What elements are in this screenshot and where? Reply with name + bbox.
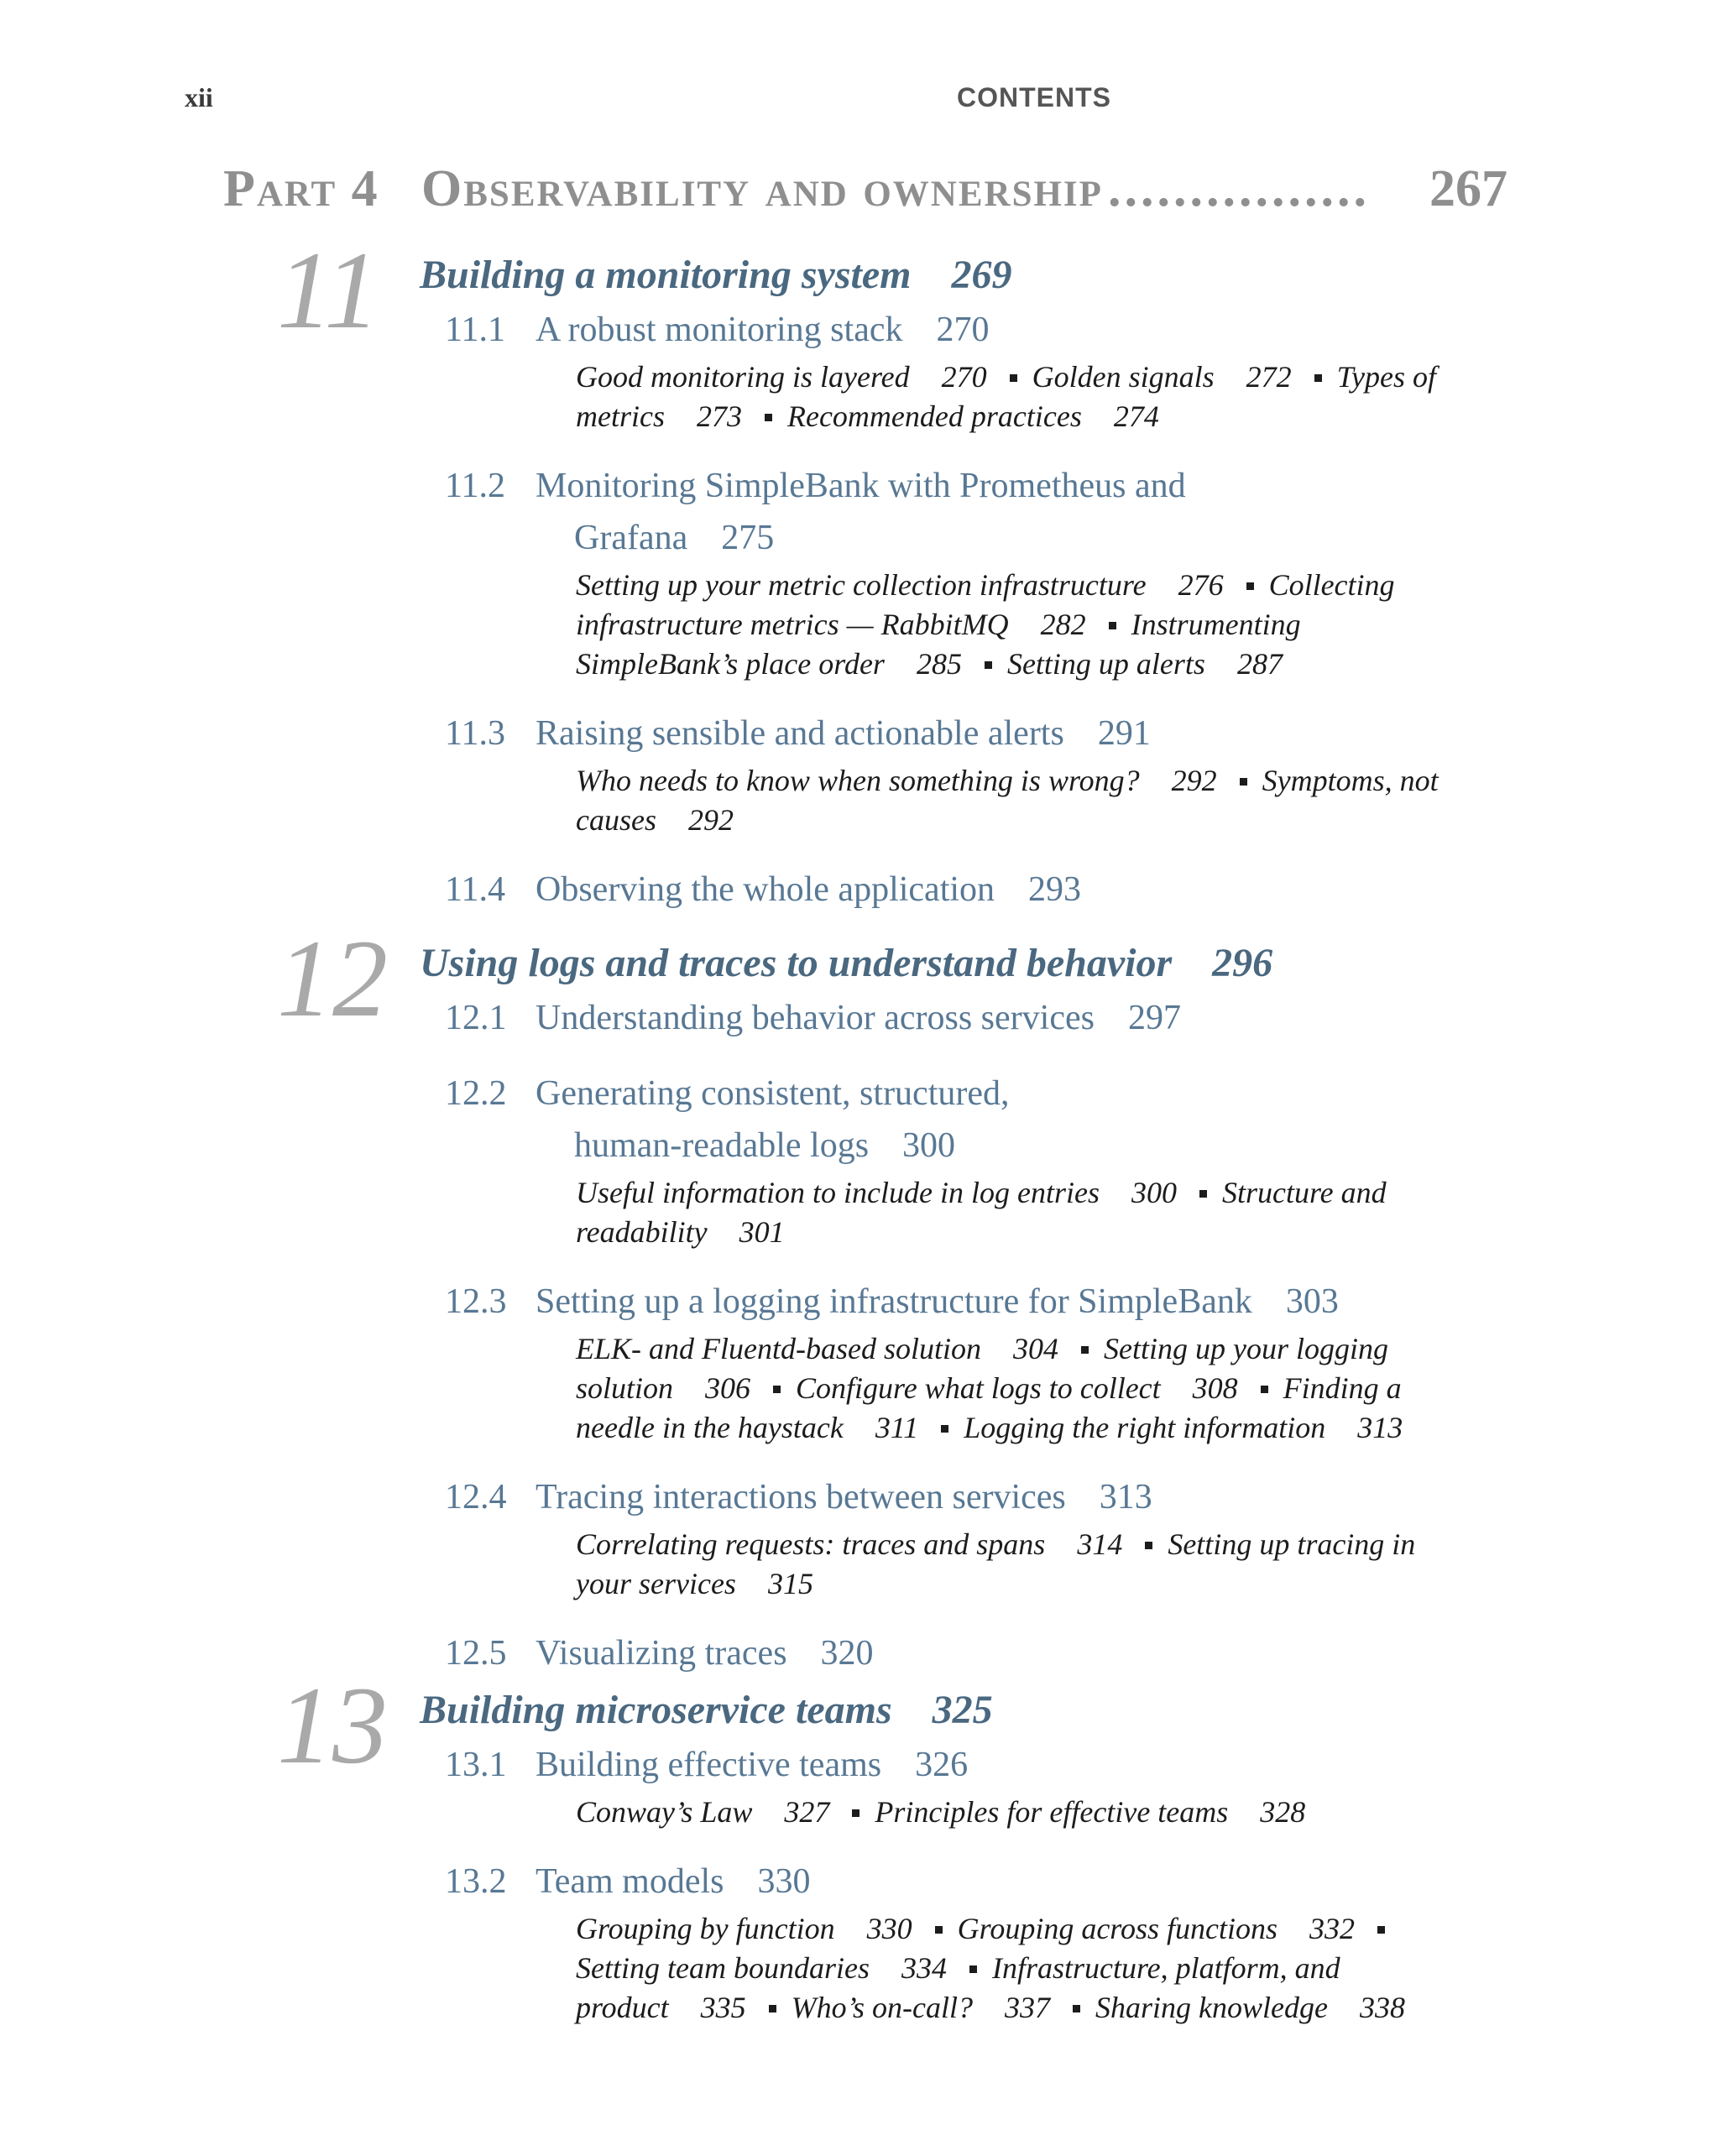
subsection-title: Types of metrics — [576, 360, 1436, 433]
subsection-page-number: 337 — [1004, 1991, 1050, 2024]
subsection-list — [445, 358, 1466, 436]
subsection-title: Setting up your metric collection infrastructure — [576, 568, 1147, 602]
section-number: 11.4 — [445, 870, 505, 909]
section-page-number: 330 — [757, 1862, 811, 1901]
subsection-item[interactable] — [576, 568, 1224, 602]
bullet-separator-icon — [1073, 2005, 1080, 2012]
subsection-title: Setting up tracing in your services — [576, 1527, 1416, 1600]
subsection-page-number: 335 — [700, 1991, 746, 2024]
part-heading — [223, 159, 1507, 219]
section-heading-link[interactable] — [445, 707, 1536, 760]
section-list — [445, 304, 1536, 939]
section-number: 11.2 — [445, 467, 505, 505]
subsection-page-number: 292 — [687, 803, 734, 837]
section-title: Tracing interactions between services — [536, 1478, 1066, 1517]
subsection-page-number: 270 — [941, 360, 987, 394]
subsection-page-number: 272 — [1246, 360, 1292, 394]
section-page-number: 326 — [915, 1746, 969, 1784]
section-page-number: 303 — [1285, 1282, 1339, 1321]
subsection-list — [445, 761, 1466, 840]
running-head: CONTENTS — [957, 82, 1111, 112]
subsection-item[interactable] — [576, 1951, 947, 1985]
bullet-separator-icon — [1246, 582, 1254, 590]
subsection-title: ELK- and Fluentd-based solution — [576, 1332, 981, 1365]
section-page-number: 270 — [936, 311, 990, 349]
subsection-title: Infrastructure, platform, and product — [576, 1951, 1340, 2024]
bullet-separator-icon — [1377, 1926, 1385, 1934]
subsection-item[interactable] — [792, 1991, 1050, 2024]
subsection-page-number: 292 — [1171, 764, 1217, 797]
subsection-title: Grouping by function — [576, 1912, 835, 1945]
section-number: 12.4 — [445, 1478, 507, 1517]
section-heading-link[interactable] — [445, 1856, 1536, 1908]
bullet-separator-icon — [1314, 374, 1322, 382]
subsection-title: Who’s on-call? — [791, 1991, 973, 2024]
subsection-item[interactable] — [1007, 647, 1283, 681]
section-title: Monitoring SimpleBank with Prometheus and — [536, 467, 1186, 505]
subsection-item[interactable] — [1095, 1991, 1405, 2024]
section-page-number: 313 — [1099, 1478, 1152, 1517]
subsection-title: Configure what logs to collect — [796, 1371, 1161, 1405]
section-heading-continued[interactable] — [445, 1120, 1536, 1172]
section-number: 11.3 — [445, 714, 505, 753]
section-page-number: 291 — [1097, 714, 1151, 753]
section-entry — [445, 304, 1536, 436]
subsection-title: Logging the right information — [964, 1411, 1326, 1444]
subsection-title: Recommended practices — [786, 399, 1082, 433]
subsection-item[interactable] — [958, 1912, 1355, 1945]
chapter-page-number: 296 — [1212, 941, 1273, 985]
subsection-list — [445, 1173, 1466, 1252]
section-title: Understanding behavior across services — [536, 999, 1095, 1037]
subsection-title: Setting up alerts — [1006, 647, 1205, 681]
section-entry — [445, 1739, 1536, 1832]
subsection-item[interactable] — [875, 1795, 1305, 1829]
section-entry — [445, 1856, 1536, 2028]
subsection-page-number: 332 — [1309, 1912, 1355, 1945]
section-heading-link[interactable] — [445, 992, 1536, 1044]
section-heading-link[interactable] — [445, 864, 1536, 916]
section-title: Team models — [536, 1862, 724, 1901]
bullet-separator-icon — [941, 1425, 948, 1433]
subsection-page-number: 314 — [1077, 1527, 1123, 1561]
subsection-page-number: 334 — [901, 1951, 947, 1985]
chapter-title: Building a monitoring system — [420, 253, 912, 297]
subsection-page-number: 282 — [1040, 608, 1086, 641]
page-folio: xii — [185, 82, 213, 112]
section-list — [445, 992, 1536, 1703]
part-title: Observability and ownership — [421, 160, 1103, 217]
bullet-separator-icon — [765, 414, 772, 421]
section-entry — [445, 1068, 1536, 1252]
section-heading-link[interactable] — [445, 460, 1536, 512]
subsection-page-number: 285 — [916, 647, 962, 681]
subsection-list — [445, 566, 1466, 684]
chapter-title-link[interactable] — [420, 940, 1272, 986]
subsection-page-number: 301 — [739, 1215, 785, 1249]
section-number: 12.2 — [445, 1074, 507, 1113]
section-entry — [445, 1471, 1536, 1604]
subsection-item[interactable] — [576, 1795, 829, 1829]
part-label: Part 4 — [223, 160, 379, 217]
subsection-page-number: 300 — [1131, 1176, 1177, 1209]
part-page-number: 267 — [1429, 160, 1507, 217]
section-number: 13.2 — [445, 1862, 507, 1901]
bullet-separator-icon — [1081, 1346, 1089, 1354]
chapter-title: Using logs and traces to understand behavior — [420, 941, 1173, 985]
subsection-title: Useful information to include in log entries — [576, 1176, 1100, 1209]
section-number: 13.1 — [445, 1746, 507, 1784]
chapter-page-number: 269 — [951, 253, 1012, 297]
section-heading-link[interactable] — [445, 1739, 1536, 1791]
section-heading-link[interactable] — [445, 1068, 1536, 1120]
section-heading-link[interactable] — [445, 1471, 1536, 1523]
subsection-title: Instrumenting SimpleBank’s place order — [576, 608, 1301, 681]
subsection-page-number: 308 — [1192, 1371, 1238, 1405]
subsection-title: Who needs to know when something is wrong? — [576, 764, 1140, 797]
subsection-title: Structure and readability — [576, 1176, 1387, 1249]
section-title: Raising sensible and actionable alerts — [536, 714, 1064, 753]
subsection-title: Finding a needle in the haystack — [576, 1371, 1402, 1444]
chapter-title-link[interactable] — [420, 252, 1011, 298]
subsection-list — [445, 1525, 1466, 1604]
section-title: Generating consistent, structured, — [536, 1074, 1010, 1113]
section-entry — [445, 1627, 1536, 1679]
subsection-title: Collecting infrastructure metrics — RabbitMQ — [576, 568, 1395, 641]
page-header — [185, 82, 1695, 119]
subsection-page-number: 328 — [1260, 1795, 1306, 1829]
subsection-item[interactable] — [964, 1411, 1403, 1444]
bullet-separator-icon — [1109, 622, 1116, 629]
subsection-page-number: 330 — [866, 1912, 912, 1945]
subsection-item[interactable] — [796, 1371, 1238, 1405]
subsection-title: Grouping across functions — [957, 1912, 1277, 1945]
subsection-item[interactable] — [787, 399, 1159, 433]
section-heading-link[interactable] — [445, 1276, 1536, 1328]
subsection-page-number: 287 — [1236, 647, 1283, 681]
chapter-title-link[interactable] — [420, 1687, 993, 1733]
subsection-list — [445, 1329, 1466, 1448]
chapter-number: 11 — [277, 228, 380, 352]
subsection-item[interactable] — [576, 1912, 912, 1945]
bullet-separator-icon — [769, 2005, 776, 2012]
bullet-separator-icon — [935, 1926, 943, 1934]
subsection-item[interactable] — [576, 1332, 1058, 1365]
subsection-title: Setting team boundaries — [576, 1951, 870, 1985]
section-number: 11.1 — [445, 311, 505, 349]
subsection-title: Principles for effective teams — [875, 1795, 1229, 1829]
section-title-continued: human-readable logs — [574, 1126, 870, 1165]
subsection-page-number: 311 — [875, 1411, 919, 1444]
section-entry — [445, 864, 1536, 916]
subsection-title: Conway’s Law — [576, 1795, 753, 1829]
section-heading-link[interactable] — [445, 1627, 1536, 1679]
section-title: Setting up a logging infrastructure for SimpleBank — [536, 1282, 1252, 1321]
section-number: 12.1 — [445, 999, 507, 1037]
subsection-title: Correlating requests: traces and spans — [576, 1527, 1046, 1561]
subsection-page-number: 313 — [1357, 1411, 1403, 1444]
subsection-item[interactable] — [576, 1527, 1122, 1561]
bullet-separator-icon — [852, 1809, 860, 1817]
chapter-number: 13 — [277, 1663, 388, 1787]
section-number: 12.3 — [445, 1282, 507, 1321]
bullet-separator-icon — [773, 1386, 781, 1393]
subsection-title: Golden signals — [1032, 360, 1215, 394]
section-title: Building effective teams — [536, 1746, 882, 1784]
section-entry — [445, 707, 1536, 840]
bullet-separator-icon — [985, 661, 992, 669]
bullet-separator-icon — [1145, 1542, 1152, 1549]
bullet-separator-icon — [1240, 778, 1247, 786]
section-entry — [445, 460, 1536, 684]
subsection-title: Setting up your logging solution — [576, 1332, 1388, 1405]
bullet-separator-icon — [1199, 1190, 1207, 1198]
subsection-list — [445, 1793, 1466, 1832]
bullet-separator-icon — [1010, 374, 1017, 382]
section-page-number: 300 — [902, 1126, 956, 1165]
subsection-list — [445, 1909, 1466, 2028]
subsection-page-number: 276 — [1178, 568, 1224, 602]
section-page-number: 320 — [820, 1634, 874, 1673]
bullet-separator-icon — [969, 1965, 977, 1973]
subsection-title: Sharing knowledge — [1095, 1991, 1328, 2024]
section-page-number: 297 — [1127, 999, 1181, 1037]
section-title: Observing the whole application — [536, 870, 995, 909]
section-entry — [445, 1276, 1536, 1448]
section-page-number: 293 — [1028, 870, 1082, 909]
section-entry — [445, 992, 1536, 1044]
subsection-item[interactable] — [1032, 360, 1292, 394]
section-title: Visualizing traces — [536, 1634, 787, 1673]
section-title: A robust monitoring stack — [536, 311, 903, 349]
subsection-page-number: 338 — [1359, 1991, 1405, 2024]
subsection-page-number: 273 — [696, 399, 742, 433]
chapter-page-number: 325 — [932, 1688, 993, 1732]
subsection-page-number: 306 — [705, 1371, 751, 1405]
subsection-title: Good monitoring is layered — [576, 360, 910, 394]
part-leader-dots: ................ — [1107, 160, 1370, 217]
subsection-title: Symptoms, not causes — [576, 764, 1439, 837]
subsection-item[interactable] — [576, 1176, 1177, 1209]
section-number: 12.5 — [445, 1634, 507, 1673]
subsection-item[interactable] — [576, 764, 1217, 797]
bullet-separator-icon — [1261, 1386, 1268, 1393]
subsection-page-number: 304 — [1012, 1332, 1058, 1365]
chapter-title: Building microservice teams — [420, 1688, 892, 1732]
section-page-number: 275 — [721, 519, 775, 557]
section-title-continued: Grafana — [574, 519, 688, 557]
section-list — [445, 1739, 1536, 2051]
subsection-page-number: 274 — [1113, 399, 1159, 433]
section-heading-continued[interactable] — [445, 512, 1536, 564]
chapter-number: 12 — [277, 916, 388, 1040]
section-heading-link[interactable] — [445, 304, 1536, 356]
subsection-item[interactable] — [576, 360, 987, 394]
subsection-page-number: 315 — [767, 1567, 813, 1600]
subsection-page-number: 327 — [784, 1795, 830, 1829]
